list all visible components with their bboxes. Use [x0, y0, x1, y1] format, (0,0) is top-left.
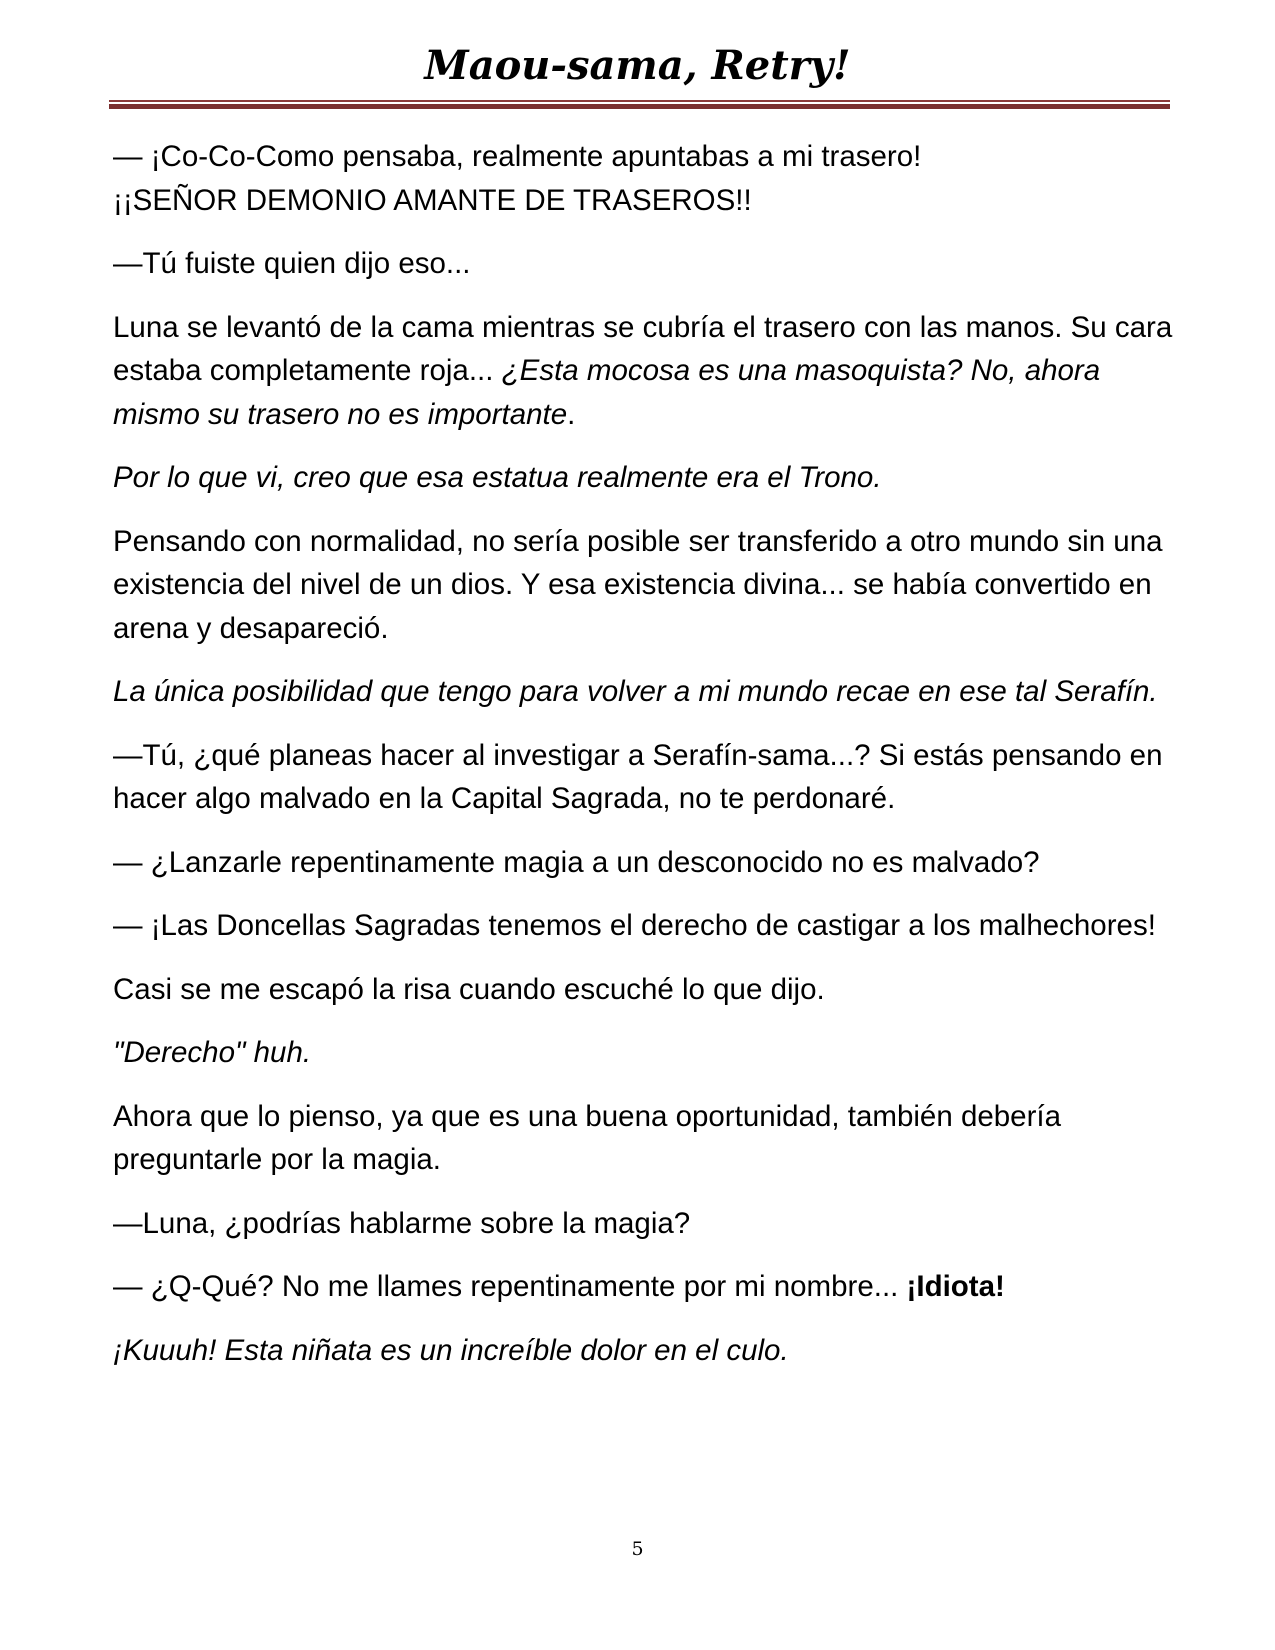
paragraph-4: Por lo que vi, creo que esa estatua realmente era el Trono. — [113, 461, 882, 494]
paragraph-3 — [113, 306, 1173, 437]
paragraph-12: Ahora que lo pienso, ya que es una buena oportunidad, también debería preguntarle por la magia. — [113, 1099, 1061, 1176]
paragraph-1-line-2: ¡¡SEÑOR DEMONIO AMANTE DE TRASEROS!! — [113, 183, 752, 217]
paragraph-1-line-1: — ¡Co-Co-Como pensaba, realmente apuntabas a mi trasero! — [113, 140, 922, 173]
paragraph-6: La única posibilidad que tengo para volver a mi mundo recae en ese tal Serafín. — [113, 675, 1158, 708]
page-body — [113, 135, 1173, 1392]
paragraph-13: —Luna, ¿podrías hablarme sobre la magia? — [113, 1206, 691, 1240]
paragraph-3-italic: ¿Esta mocosa es una masoquista? No, ahora mismo su trasero no es importante — [113, 354, 1101, 431]
page-number: 5 — [631, 1538, 644, 1560]
paragraph-15: ¡Kuuuh! Esta niñata es un increíble dolor en el culo. — [113, 1333, 789, 1367]
paragraph-1 — [113, 135, 1173, 222]
paragraph-8: — ¿Lanzarle repentinamente magia a un desconocido no es malvado? — [113, 845, 1040, 879]
paragraph-14-bold: ¡Idiota! — [906, 1270, 1005, 1303]
paragraph-7: —Tú, ¿qué planeas hacer al investigar a Serafín-sama...? Si estás pensando en hacer algo malvado en la Capital Sagrada, no te perdonaré. — [113, 738, 1163, 815]
paragraph-14-normal: — ¿Q-Qué? No me llames repentinamente por mi nombre... — [113, 1270, 907, 1303]
paragraph-10: Casi se me escapó la risa cuando escuché lo que dijo. — [113, 972, 825, 1006]
paragraph-14 — [113, 1265, 1173, 1309]
paragraph-5: Pensando con normalidad, no sería posible ser transferido a otro mundo sin una existencia del nivel de un dios. Y esa existencia divina... se había convertido en arena y desapareció. — [113, 524, 1163, 645]
header-rule-thick — [109, 104, 1170, 109]
paragraph-11: "Derecho" huh. — [113, 1036, 312, 1069]
page-header — [0, 38, 1275, 94]
paragraph-2: —Tú fuiste quien dijo eso... — [113, 247, 471, 280]
paragraph-3-tail: . — [567, 397, 576, 431]
paragraph-9: — ¡Las Doncellas Sagradas tenemos el derecho de castigar a los malhechores! — [113, 909, 1156, 942]
paragraph-3-normal: Luna se levantó de la cama mientras se cubría el trasero con las manos. Su cara estaba completamente roja... — [113, 310, 1173, 387]
book-title: Maou-sama, Retry! — [424, 42, 851, 89]
header-rule-thin — [109, 100, 1170, 102]
